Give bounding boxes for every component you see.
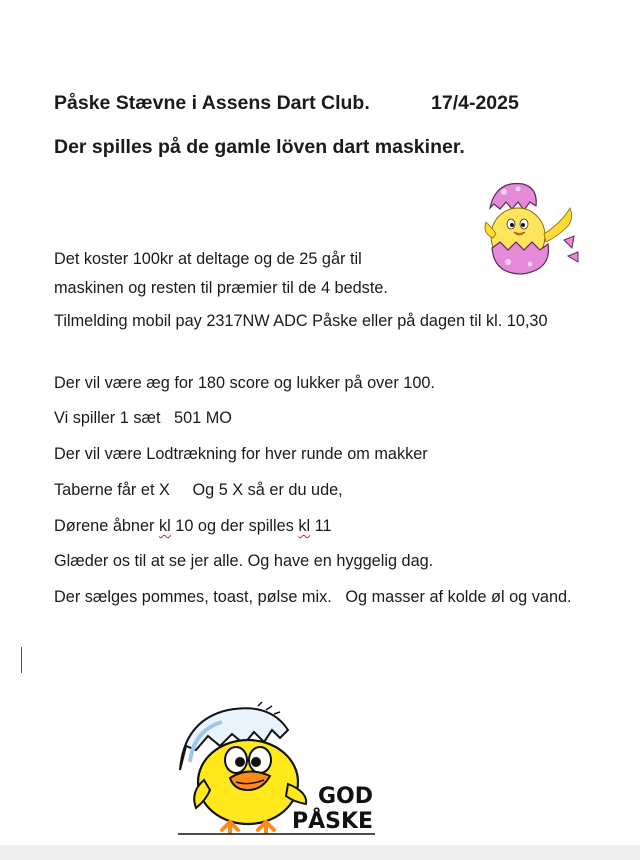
doors-text-after: 11 (310, 517, 332, 535)
paragraph-registration: Tilmelding mobil pay 2317NW ADC Påske eller på dagen til kl. 10,30 (54, 312, 548, 330)
paragraph-greeting: Glæder os til at se jer alle. Og have en hyggelig dag. (54, 552, 434, 570)
paragraph-price-line2: maskinen og resten til præmier til de 4 bedste. (54, 279, 388, 297)
doors-text-before: Dørene åbner (54, 517, 159, 535)
paragraph-draw: Der vil være Lodtrækning for hver runde om makker (54, 445, 428, 463)
page-bottom-band (0, 845, 640, 860)
spellcheck-word-kl: kl (298, 517, 311, 535)
paragraph-doors (54, 512, 594, 541)
doors-text-middle: 10 og der spilles (170, 517, 299, 535)
text-cursor (21, 647, 22, 673)
paragraph-losers: Taberne får et X Og 5 X så er du ude, (54, 481, 343, 499)
spellcheck-word-kl: kl (158, 517, 171, 535)
document-subtitle: Der spilles på de gamle löven dart maskiner. (54, 136, 465, 158)
god-paaske-chick-logo (170, 700, 385, 838)
logo-text-paaske: PÅSKE (292, 809, 374, 834)
logo-text-god: GOD (318, 784, 374, 809)
document-title: Påske Stævne i Assens Dart Club. (54, 92, 370, 114)
paragraph-eggs: Der vil være æg for 180 score og lukker på over 100. (54, 374, 435, 392)
event-date: 17/4-2025 (431, 92, 519, 114)
paragraph-format: Vi spiller 1 sæt 501 MO (54, 409, 232, 427)
paragraph-price (54, 245, 594, 303)
paragraph-food: Der sælges pommes, toast, pølse mix. Og masser af kolde øl og vand. (54, 588, 572, 606)
paragraph-price-line1: Det koster 100kr at deltage og de 25 går til (54, 250, 362, 268)
